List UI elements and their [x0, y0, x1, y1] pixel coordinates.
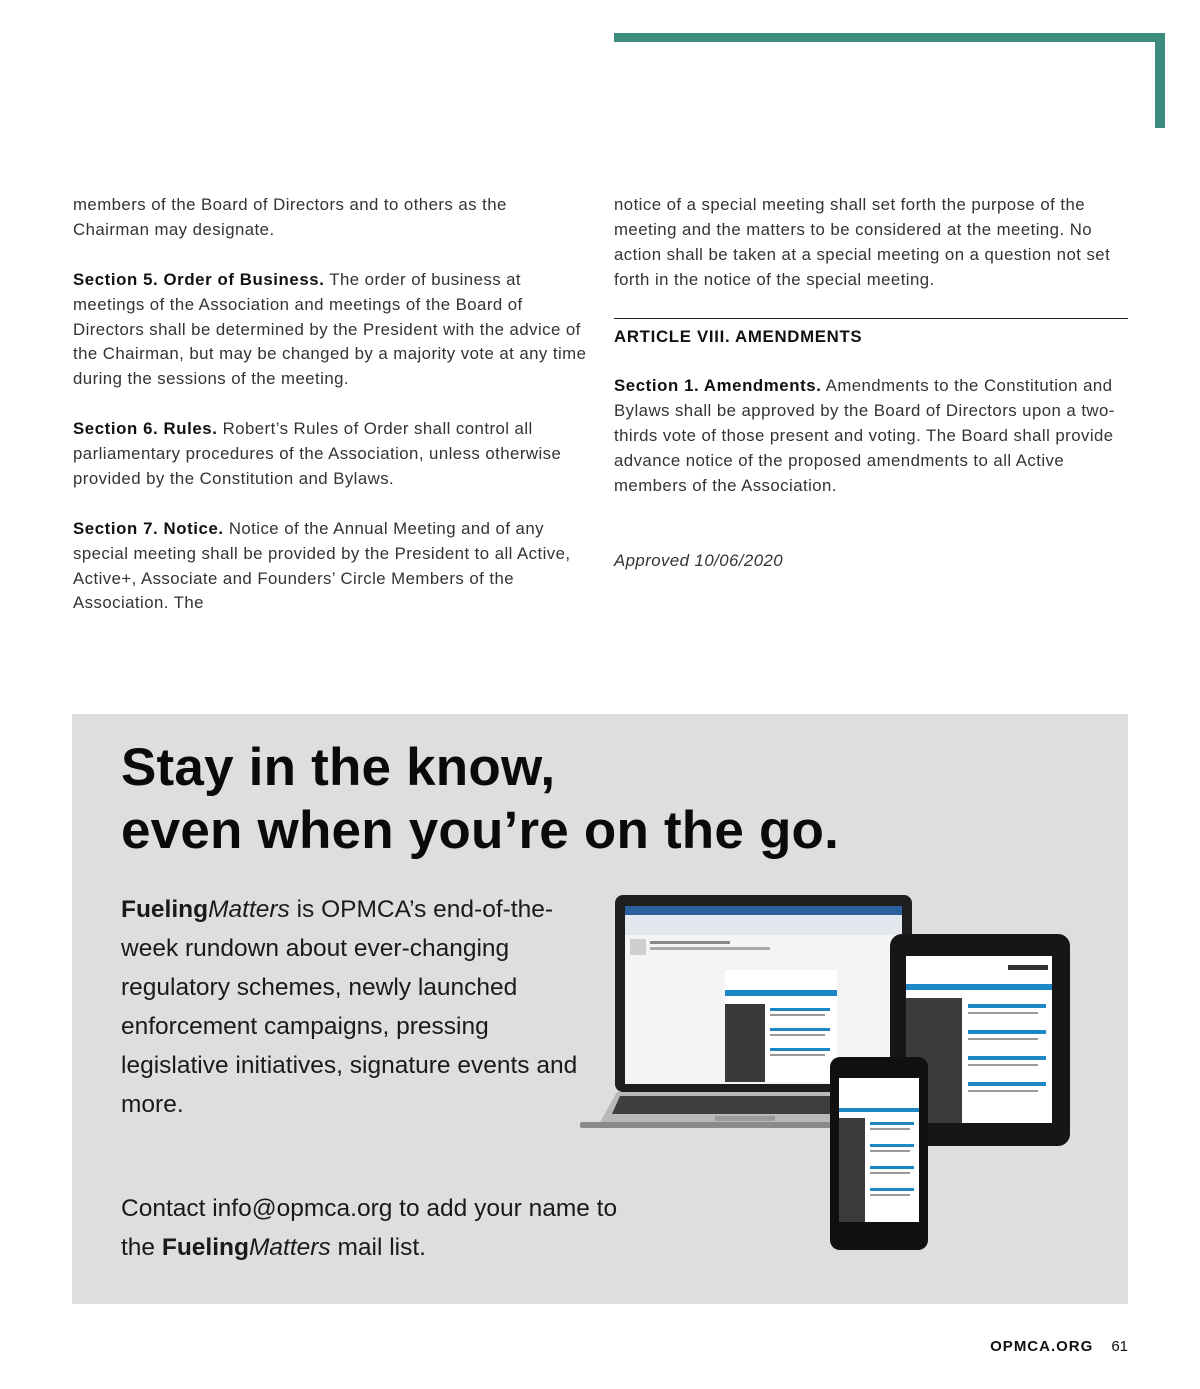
promo-panel — [72, 714, 1128, 1304]
brand-em: Matters — [208, 896, 290, 923]
right-column — [614, 193, 1129, 598]
approved-date: Approved 10/06/2020 — [614, 550, 784, 570]
phone-image — [830, 1057, 928, 1250]
page-footer — [990, 1338, 1128, 1355]
amendments-heading: Section 1. Amendments. — [614, 376, 822, 396]
contact-brand-strong: Fueling — [161, 1234, 249, 1261]
left-column — [73, 193, 588, 641]
footer-site: OPMCA.ORG — [990, 1338, 1094, 1355]
contact-end: mail list. — [330, 1234, 426, 1261]
amendments-text: Amendments to the Constitution and Bylaws shall be approved by the Board of Directors upon a two-thirds vote of those present and voting. The Board shall provide advance notice of the proposed amendments to all Active members of the Association. — [614, 376, 1115, 495]
page-number: 61 — [1111, 1338, 1128, 1355]
promo-headline — [121, 736, 839, 862]
section-7-heading: Section 7. Notice. — [73, 518, 224, 538]
section-5-text: The order of business at meetings of the Association and meetings of the Board of Directors shall be determined by the President with the advice of the Chairman, but may be changed by a majority vote at any time during the sessions of the meeting. — [73, 269, 587, 389]
brand-strong: Fueling — [121, 896, 209, 923]
devices-illustration — [580, 892, 1080, 1252]
contact-brand-em: Matters — [248, 1234, 331, 1261]
section-6-text: Robert’s Rules of Order shall control all parliamentary procedures of the Association, unless otherwise provided by the Constitution and Bylaws. — [73, 419, 562, 488]
left-paragraph-1: members of the Board of Directors and to others as the Chairman may designate. — [73, 195, 507, 239]
section-6 — [73, 417, 588, 492]
promo-contact — [121, 1189, 621, 1267]
section-6-heading: Section 6. Rules. — [73, 419, 218, 439]
section-5 — [73, 268, 588, 393]
promo-blurb — [121, 890, 601, 1124]
corner-accent-side — [1155, 33, 1165, 128]
section-5-heading: Section 5. Order of Business. — [73, 269, 325, 289]
right-paragraph-1: notice of a special meeting shall set forth the purpose of the meeting and the matters to be considered at the meeting. No action shall be taken at a special meeting on a question not set forth in the notice of the special meeting. — [614, 195, 1111, 289]
article-heading: ARTICLE VIII. AMENDMENTS — [614, 326, 863, 346]
contact-text: Contact info@opmca.org to add your name to the — [121, 1195, 618, 1261]
corner-accent-top — [614, 33, 1165, 42]
section-7 — [73, 517, 588, 617]
headline-line-1: Stay in the know, — [121, 738, 556, 797]
blurb-text: is OPMCA’s end-of-the-week rundown about ever-changing regulatory schemes, newly launched enforcement campaigns, pressing legislative initiatives, signature events and more. — [121, 896, 578, 1118]
section-7-text: Notice of the Annual Meeting and of any special meeting shall be provided by the President to all Active, Active+, Associate and Founders’ Circle Members of the Association. The — [73, 518, 571, 613]
amendments-section-1 — [614, 374, 1129, 499]
headline-line-2: even when you’re on the go. — [121, 801, 840, 860]
article-divider — [614, 318, 1128, 319]
